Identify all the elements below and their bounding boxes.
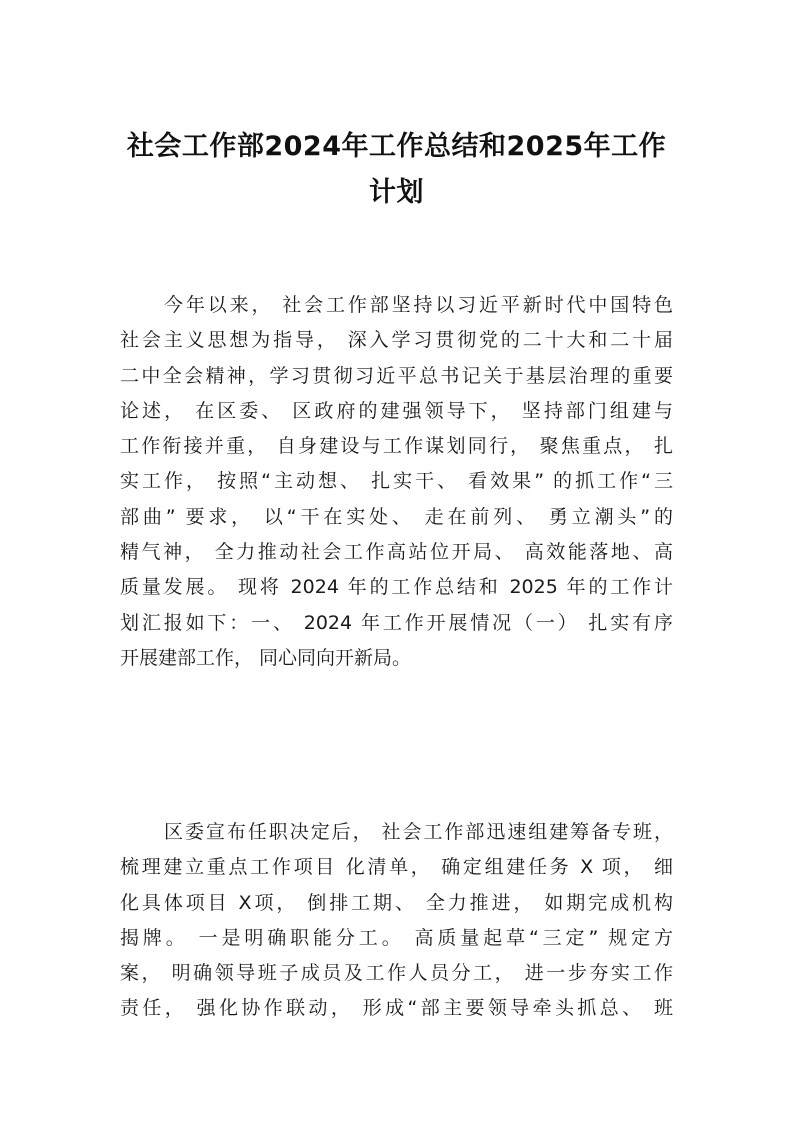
paragraph-line: 责任， 强化协作联动， 形成“部主要领导牵头抓总、 班 [120,997,673,1020]
paragraph-line: 社会主义思想为指导， 深入学习贯彻党的二十大和二十届 [120,329,673,352]
paragraph-line: 精气神， 全力推动社会工作高站位开局、 高效能落地、高 [120,541,673,564]
paragraph-2 [120,815,673,1027]
paragraph-line: 工作衔接并重， 自身建设与工作谋划同行， 聚焦重点， 扎 [120,435,673,458]
title-line-1: 社会工作部2024年工作总结和2025年工作 [126,131,667,162]
document-title [100,124,693,216]
paragraph-line: 开展建部工作， 同心同向开新局。 [120,646,412,669]
paragraph-1 [120,288,673,676]
paragraph-line: 揭牌。 一是明确职能分工。 高质量起草“三定” 规定方 [120,926,673,949]
paragraph-line: 二中全会精神，学习贯彻习近平总书记关于基层治理的重要 [120,364,673,387]
paragraph-line: 划汇报如下：一、 2024 年工作开展情况（一） 扎实有序 [120,611,673,634]
paragraph-line: 部曲” 要求， 以“干在实处、 走在前列、 勇立潮头”的 [120,505,673,528]
paragraph-line: 案， 明确领导班子成员及工作人员分工， 进一步夯实工作 [120,962,673,985]
title-line-2: 计划 [369,177,424,208]
paragraph-line: 今年以来， 社会工作部坚持以习近平新时代中国特色 [164,294,673,316]
paragraph-line: 梳理建立重点工作项目 化清单， 确定组建任务 X 项， 细 [120,856,673,879]
paragraph-line: 论述， 在区委、 区政府的建强领导下， 坚持部门组建与 [120,399,673,422]
paragraph-line: 化具体项目 X项， 倒排工期、 全力推进， 如期完成机构 [120,891,673,914]
paragraph-line: 区委宣布任职决定后， 社会工作部迅速组建筹备专班， [164,821,673,843]
paragraph-line: 质量发展。 现将 2024 年的工作总结和 2025 年的工作计 [120,576,673,599]
paragraph-line: 实工作， 按照“主动想、 扎实干、 看效果” 的抓工作“三 [120,470,673,493]
